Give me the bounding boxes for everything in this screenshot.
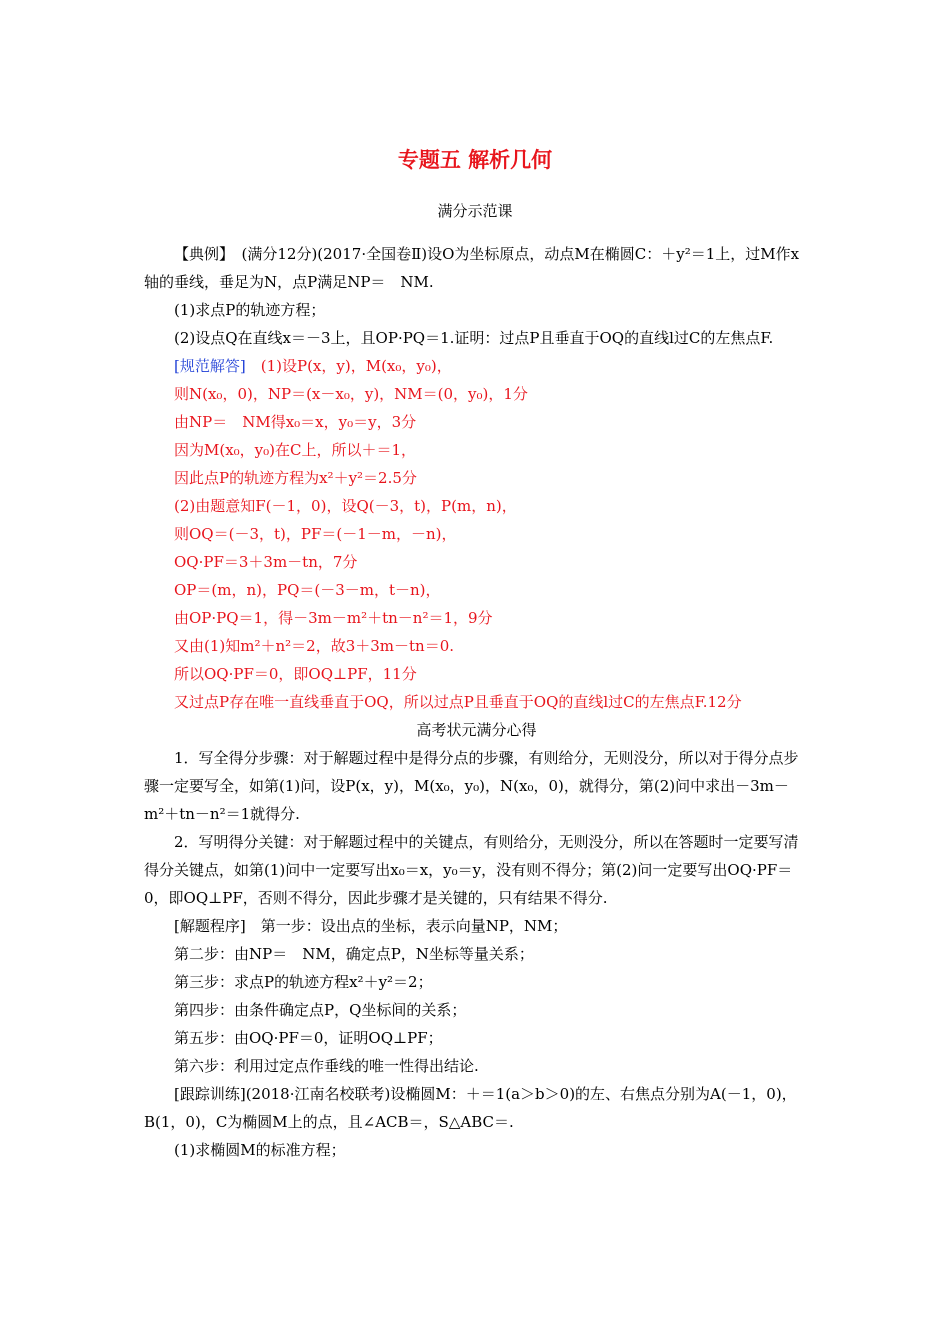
solution-line-4: 因为M(x₀，y₀)在C上，所以＋＝1， [174, 441, 417, 459]
solution-line-2: 则N(x₀，0)，NP＝(x－x₀，y)，NM＝(0，y₀)，1分 [174, 385, 528, 403]
page-subtitle: 满分示范课 [437, 202, 513, 220]
solution-line-13: 又过点P存在唯一直线垂直于OQ，所以过点P且垂直于OQ的直线l过C的左焦点F.12分 [174, 693, 742, 711]
procedure-line-5: 第五步：由OQ·PF＝0，证明OQ⊥PF； [174, 1029, 443, 1047]
procedure-line-4: 第四步：由条件确定点P，Q坐标间的关系； [174, 1001, 467, 1019]
procedure-line-2: 第二步：由NP＝ NM，确定点P，N坐标等量关系； [174, 945, 534, 963]
solution-line-1: [规范解答] (1)设P(x，y)，M(x₀，y₀)， [174, 357, 452, 375]
solution-line-12: 所以OQ·PF＝0，即OQ⊥PF，11分 [174, 665, 417, 683]
insight-paragraph-2: 2．写明得分关键：对于解题过程中的关键点，有则给分，无则没分，所以在答题时一定要写清得分关键点，如第(1)问中一定要写出x₀＝x，y₀＝y，没有则不得分；第(2)问一定要写出OQ·PF＝0，即OQ⊥PF，否则不得分，因此步骤才是关键的，只有结果不得分. [144, 833, 799, 907]
example-question-1: (1)求点P的轨迹方程； [174, 301, 326, 319]
example-question-2: (2)设点Q在直线x＝－3上，且OP·PQ＝1.证明：过点P且垂直于OQ的直线l过C的左焦点F. [174, 329, 774, 347]
solution-line-7: 则OQ＝(－3，t)，PF＝(－1－m，－n)， [174, 525, 457, 543]
procedure-line-3: 第三步：求点P的轨迹方程x²＋y²＝2； [174, 973, 433, 991]
solution-line-8: OQ·PF＝3＋3m－tn，7分 [174, 553, 358, 571]
page-title: 专题五 解析几何 [397, 148, 553, 172]
solution-line-9: OP＝(m，n)，PQ＝(－3－m，t－n)， [174, 581, 441, 599]
insights-heading: 高考状元满分心得 [416, 721, 537, 739]
solution-line-10: 由OP·PQ＝1，得－3m－m²＋tn－n²＝1，9分 [174, 609, 493, 627]
procedure-line-6: 第六步：利用过定点作垂线的唯一性得出结论. [174, 1057, 479, 1075]
solution-line-5: 因此点P的轨迹方程为x²＋y²＝2.5分 [174, 469, 417, 487]
solution-line-3: 由NP＝ NM得x₀＝x，y₀＝y，3分 [174, 413, 417, 431]
solution-line-6: (2)由题意知F(－1，0)，设Q(－3，t)，P(m，n)， [174, 497, 517, 515]
procedure-line-1: [解题程序] 第一步：设出点的坐标，表示向量NP，NM； [174, 917, 568, 935]
solution-line-11: 又由(1)知m²＋n²＝2，故3＋3m－tn＝0. [174, 637, 455, 655]
training-question-1: (1)求椭圆M的标准方程； [174, 1141, 346, 1159]
insight-paragraph-1: 1．写全得分步骤：对于解题过程中是得分点的步骤，有则给分，无则没分，所以对于得分点步骤一定要写全，如第(1)问，设P(x，y)，M(x₀，y₀)，N(x₀，0)，就得分，第(2)问中求出－3m－m²＋tn－n²＝1就得分. [144, 749, 799, 823]
main-content [144, 240, 809, 1164]
solution-label: [规范解答] [174, 357, 246, 375]
example-statement: 【典例】 (满分12分)(2017·全国卷Ⅱ)设O为坐标原点，动点M在椭圆C：＋y²＝1上，过M作x轴的垂线，垂足为N，点P满足NP＝ NM. [144, 245, 800, 291]
training-statement: [跟踪训练](2018·江南名校联考)设椭圆M：＋＝1(a＞b＞0)的左、右焦点分别为A(－1，0)，B(1，0)，C为椭圆M上的点，且∠ACB＝，S△ABC＝. [144, 1085, 797, 1131]
